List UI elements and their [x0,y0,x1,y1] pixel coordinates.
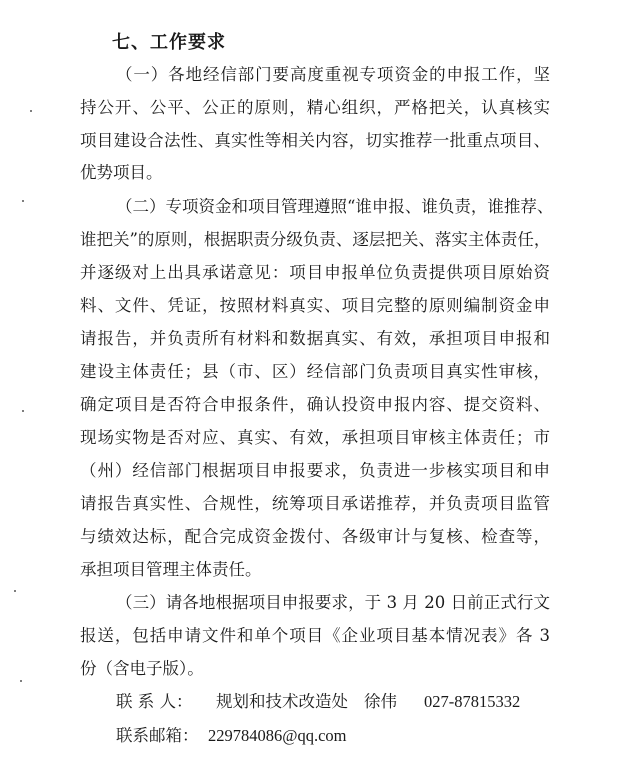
contact-name: 徐伟 [364,692,397,711]
scan-speck [30,110,32,112]
paragraph1-line: （一）各地经信部门要高度重视专项资金的申报工作，坚 [116,65,550,84]
paragraph2-line: 并逐级对上出具承诺意见：项目申报单位负责提供项目原始资 [80,263,550,282]
contact-email: 229784086@qq.com [208,726,347,745]
contact-department: 规划和技术改造处 [216,692,348,711]
scan-speck [14,590,16,592]
paragraph2-line: 请报告真实性、合规性，统筹项目承诺推荐，并负责项目监管 [80,494,550,513]
paragraph1-line: 优势项目。 [80,163,163,182]
paragraph2-line: 建设主体责任；县（市、区）经信部门负责项目真实性审核， [80,362,550,381]
paragraph2-line: 与绩效达标，配合完成资金拨付、各级审计与复核、检查等， [80,527,550,546]
contact-phone: 027-87815332 [424,692,521,711]
paragraph1-line: 项目建设合法性、真实性等相关内容，切实推荐一批重点项目、 [80,131,550,150]
paragraph1-line: 持公开、公平、公正的原则，精心组织，严格把关，认真核实 [80,98,550,117]
section-heading: 七、工作要求 [112,32,226,53]
paragraph2-line: （州）经信部门根据项目申报要求，负责进一步核实项目和申 [80,461,550,480]
scan-speck [22,410,24,412]
paragraph2-line: 料、文件、凭证，按照材料真实、项目完整的原则编制资金申 [80,296,550,315]
paragraph2-line: 现场实物是否对应、真实、有效，承担项目审核主体责任；市 [80,428,550,447]
scan-speck [20,680,22,682]
paragraph2-line: 承担项目管理主体责任。 [80,560,262,579]
paragraph2-line: （二）专项资金和项目管理遵照“谁申报、谁负责，谁推荐、 [116,197,554,216]
paragraph2-line: 确定项目是否符合申报条件，确认投资申报内容、提交资料、 [80,395,550,414]
scan-speck [22,200,24,202]
paragraph3-line: 报送，包括申请文件和单个项目《企业项目基本情况表》各 3 [80,626,550,645]
contact-person-label: 联 系 人： [116,692,193,711]
contact-email-label: 联系邮箱： [116,726,199,745]
paragraph2-line: 谁把关”的原则，根据职责分级负责、逐层把关、落实主体责任， [80,230,551,249]
paragraph3-line: 份（含电子版）。 [80,659,204,678]
paragraph3-line: （三）请各地根据项目申报要求，于 3 月 20 日前正式行文 [116,593,550,612]
paragraph2-line: 请报告，并负责所有材料和数据真实、有效，承担项目申报和 [80,329,550,348]
